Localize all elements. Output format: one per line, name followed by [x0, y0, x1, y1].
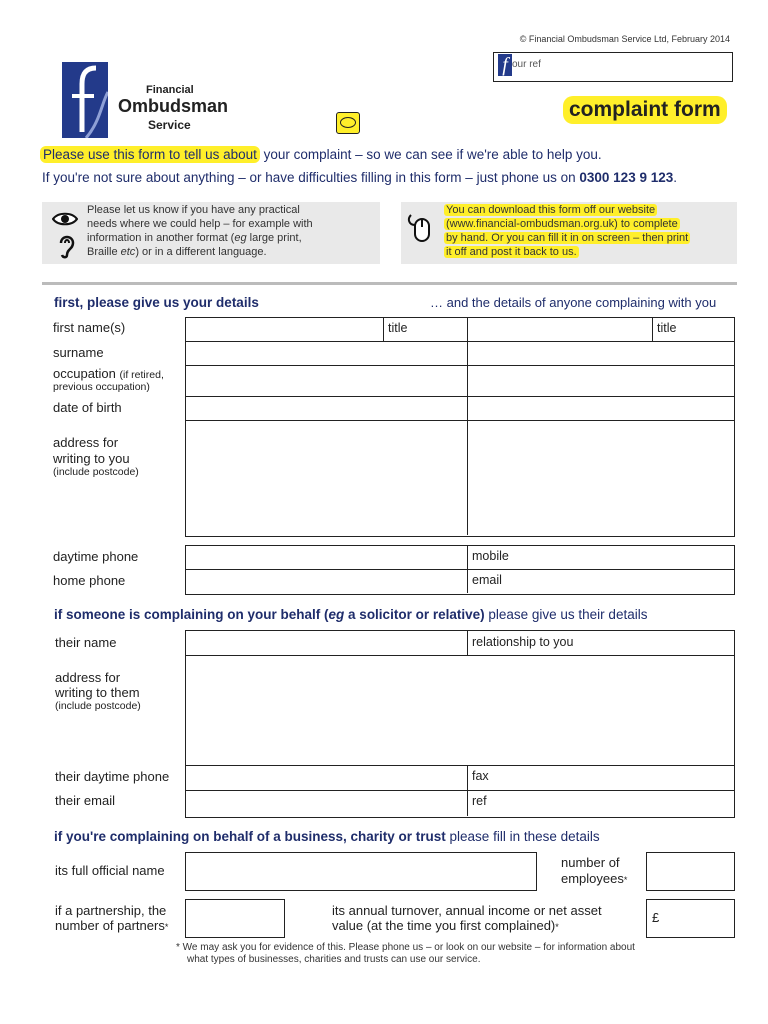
- intro-line-2: [42, 170, 677, 185]
- ear-icon: [57, 233, 75, 259]
- footnote: [176, 942, 736, 966]
- turnover-label-2: [332, 918, 559, 933]
- accessibility-line-3a: information in another format (: [87, 232, 235, 244]
- employees-text: employees: [561, 871, 624, 886]
- first-names-input-2[interactable]: [468, 318, 651, 340]
- accessibility-line-3: [87, 231, 313, 245]
- address-input-2[interactable]: [468, 421, 732, 534]
- mobile-label: mobile: [472, 549, 509, 563]
- dob-label: date of birth: [53, 400, 122, 415]
- turnover-label-1: its annual turnover, annual income or net asset: [332, 903, 602, 918]
- accessibility-line-4b: ) or in a different language.: [135, 246, 267, 258]
- their-phone-input[interactable]: [186, 766, 466, 789]
- occupation-note-2: previous occupation): [53, 381, 150, 393]
- our-ref-label: our ref: [512, 59, 541, 70]
- first-names-label: first name(s): [53, 320, 126, 335]
- footnote-line-1: * We may ask you for evidence of this. Please phone us – or look on our website – for information about: [176, 942, 635, 953]
- section2-heading-em: eg: [328, 607, 345, 622]
- employees-label-2: [561, 871, 627, 886]
- section3-heading-rest: please fill in these details: [445, 829, 600, 844]
- accessibility-line-3b: large print,: [246, 232, 302, 244]
- logo-f-icon: [62, 62, 108, 138]
- section2-heading-a: if someone is complaining on your behalf (: [54, 607, 329, 622]
- fos-logo: [60, 58, 236, 142]
- daytime-phone-label: daytime phone: [53, 549, 139, 564]
- section3-heading: [54, 829, 600, 844]
- download-line-4: it off and post it back to us.: [446, 246, 577, 258]
- section3-heading-text: if you're complaining on behalf of a business, charity or trust: [54, 829, 446, 844]
- helpline-number: 0300 123 9 123: [579, 170, 674, 185]
- occupation-note-1: (if retired,: [119, 369, 164, 381]
- email-label: email: [472, 573, 502, 587]
- their-name-input[interactable]: [186, 631, 466, 654]
- section1-heading-right: … and the details of anyone complaining with you: [430, 295, 717, 310]
- partners-asterisk: *: [164, 922, 169, 932]
- footnote-line-2: what types of businesses, charities and trusts can use our service.: [187, 954, 481, 965]
- address-note: (include postcode): [53, 466, 139, 478]
- occupation-label: [53, 366, 164, 381]
- ref-label: ref: [472, 794, 487, 808]
- their-address-label-1: address for: [55, 670, 121, 685]
- their-name-label: their name: [55, 635, 117, 650]
- accessibility-line-4: [87, 245, 313, 259]
- full-name-label: its full official name: [55, 863, 165, 878]
- accessibility-line-3-em: eg: [234, 232, 247, 244]
- fax-input[interactable]: [468, 766, 732, 789]
- download-text: [444, 203, 690, 259]
- download-line-3: by hand. Or you can fill it in on screen – then print: [446, 232, 689, 244]
- their-email-input[interactable]: [186, 791, 466, 815]
- daytime-phone-input[interactable]: [186, 546, 466, 568]
- logo-text-financial: Financial: [146, 84, 194, 96]
- intro-highlight: Please use this form to tell us about: [40, 146, 260, 163]
- intro-line-1: [40, 147, 602, 162]
- speech-bubble-icon: [336, 112, 360, 134]
- section2-heading-b: a solicitor or relative): [344, 607, 485, 622]
- their-address-input[interactable]: [186, 656, 732, 764]
- their-email-label: their email: [55, 793, 115, 808]
- accessibility-line-4-em: etc: [120, 246, 136, 258]
- relationship-label: relationship to you: [472, 635, 574, 649]
- title-label-2: title: [657, 321, 677, 335]
- logo-text-ombudsman: Ombudsman: [118, 96, 229, 116]
- eye-icon: [52, 211, 78, 227]
- copyright-notice: © Financial Ombudsman Service Ltd, February 2014: [519, 34, 730, 44]
- intro-line-2-text: If you're not sure about anything – or have difficulties filling in this form – just phone us on: [42, 170, 580, 185]
- employees-asterisk: *: [623, 875, 628, 885]
- small-logo-icon: f: [498, 54, 512, 76]
- section1-heading: first, please give us your details: [54, 295, 259, 310]
- turnover-asterisk: *: [555, 922, 559, 932]
- form-title: complaint form: [563, 96, 727, 124]
- fax-label: fax: [472, 769, 489, 783]
- download-line-2: (www.financial-ombudsman.org.uk) to complete: [446, 218, 678, 230]
- dob-input-2[interactable]: [468, 397, 732, 419]
- employees-label-1: number of: [561, 855, 620, 870]
- occupation-input-2[interactable]: [468, 366, 732, 395]
- address-input[interactable]: [186, 421, 466, 534]
- partners-label-1: if a partnership, the: [55, 903, 167, 918]
- first-names-input[interactable]: [186, 318, 382, 340]
- address-label-2: writing to you: [53, 451, 130, 466]
- surname-input-2[interactable]: [468, 342, 732, 364]
- title-label-1: title: [388, 321, 408, 335]
- intro-line-1-rest: your complaint – so we can see if we're able to help you.: [259, 147, 602, 162]
- title-divider-1: [383, 317, 384, 341]
- partners-label-2: [55, 918, 168, 933]
- divider: [42, 282, 737, 285]
- dob-input[interactable]: [186, 397, 466, 419]
- accessibility-line-4a: Braille: [87, 246, 121, 258]
- section2-heading-rest: please give us their details: [484, 607, 648, 622]
- accessibility-line-1: Please let us know if you have any practical: [87, 204, 300, 216]
- their-address-label-2: writing to them: [55, 685, 140, 700]
- logo-text-service: Service: [148, 118, 191, 132]
- section2-heading: [54, 607, 647, 622]
- accessibility-line-2: needs where we could help – for example with: [87, 218, 313, 230]
- mobile-input[interactable]: [468, 546, 732, 568]
- email-input[interactable]: [468, 570, 732, 592]
- turnover-text: value (at the time you first complained): [332, 918, 556, 933]
- download-line-1: You can download this form off our website: [446, 204, 656, 216]
- partners-text: number of partners: [55, 918, 165, 933]
- partners-input[interactable]: [185, 899, 285, 938]
- computer-mouse-icon: [405, 213, 433, 243]
- title-divider-2: [652, 317, 653, 341]
- intro-line-2-end: .: [673, 170, 677, 185]
- relationship-input[interactable]: [468, 631, 732, 654]
- pound-sign: £: [652, 910, 660, 925]
- home-phone-label: home phone: [53, 573, 126, 588]
- occupation-text: occupation: [53, 366, 116, 381]
- surname-input[interactable]: [186, 342, 466, 364]
- ref-input[interactable]: [468, 791, 732, 815]
- surname-label: surname: [53, 345, 104, 360]
- occupation-input[interactable]: [186, 366, 466, 395]
- home-phone-input[interactable]: [186, 570, 466, 592]
- turnover-input[interactable]: [646, 899, 735, 938]
- address-label-1: address for: [53, 435, 119, 450]
- their-address-note: (include postcode): [55, 700, 141, 712]
- their-phone-label: their daytime phone: [55, 769, 170, 784]
- accessibility-text: [87, 203, 313, 259]
- full-name-input[interactable]: [185, 852, 537, 891]
- employees-input[interactable]: [646, 852, 735, 891]
